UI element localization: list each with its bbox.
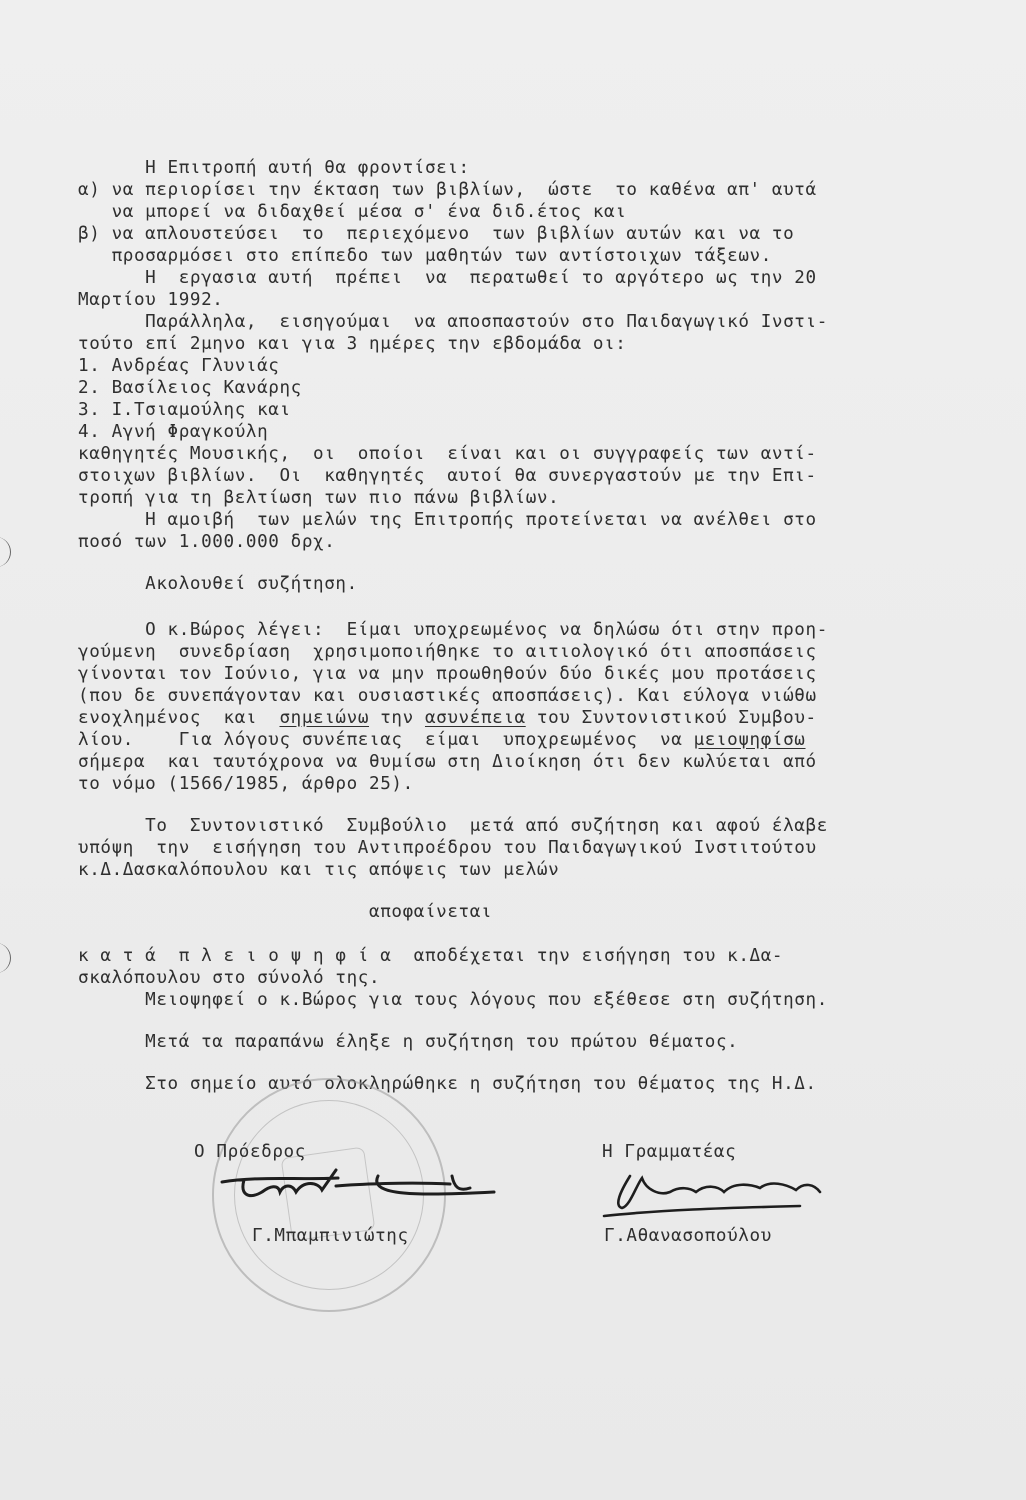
text-line: ενοχλημένος και σημειώνω την ασυνέπεια του Συντονιστικού Συμβου- [78,708,817,728]
text-line: Μαρτίου 1992. [78,290,224,310]
text-line: να μπορεί να διδαχθεί μέσα σ' ένα διδ.έτος και [78,202,627,222]
secretary-name: Γ.Αθανασοπούλου [604,1226,772,1246]
text-line: Η Επιτροπή αυτή θα φροντίσει: [78,158,470,178]
text-line: γούμενη συνεδρίαση χρησιμοποιήθηκε το αιτιολογικό ότι αποσπάσεις [78,642,817,662]
text-line: Η εργασια αυτή πρέπει να περατωθεί το αργότερο ως την 20 [78,268,817,288]
text-line: σκαλόπουλου στο σύνολό της. [78,968,381,988]
text-line: ποσό των 1.000.000 δρχ. [78,532,336,552]
punch-hole-mark [0,537,11,567]
text-line: στοιχων βιβλίων. Οι καθηγητές αυτοί θα συνεργαστούν με την Επι- [78,466,817,486]
text-line: Παράλληλα, εισηγούμαι να αποσπαστούν στο Παιδαγωγικό Ινστι- [78,312,828,332]
text-line: υπόψη την εισήγηση του Αντιπροέδρου του Παιδαγωγικού Ινστιτούτου [78,838,817,858]
punch-hole-mark [0,943,11,973]
text-line: 1. Ανδρέας Γλυνιάς [78,356,280,376]
text-line: Ο κ.Βώρος λέγει: Είμαι υποχρεωμένος να δηλώσω ότι στην προη- [78,620,828,640]
text-line: λίου. Για λόγους συνέπειας είμαι υποχρεωμένος να μειοψηφίσω [78,730,806,750]
text-line: σήμερα και ταυτόχρονα να θυμίσω στη Διοίκηση ότι δεν κωλύεται από [78,752,817,772]
president-name: Γ.Μπαμπινιώτης [252,1226,409,1246]
text-line: Μετά τα παραπάνω έληξε η συζήτηση του πρώτου θέματος. [78,1032,739,1052]
text-line: κ.Δ.Δασκαλόπουλου και τις απόψεις των μελών [78,860,560,880]
text-line: προσαρμόσει στο επίπεδο των μαθητών των αντίστοιχων τάξεων. [78,246,772,266]
text-line: Ακολουθεί συζήτηση. [78,574,358,594]
text-line: Το Συντονιστικό Συμβούλιο μετά από συζήτηση και αφού έλαβε [78,816,828,836]
text-line: καθηγητές Μουσικής, οι οποίοι είναι και οι συγγραφείς των αντί- [78,444,817,464]
text-line: β) να απλουστεύσει το περιεχόμενο των βιβλίων αυτών και να το [78,224,795,244]
president-signature-icon [218,1156,498,1216]
secretary-signature-icon [600,1162,830,1224]
text-line: 4. Αγνή Φραγκούλη [78,422,269,442]
president-role: Ο Πρόεδρος [194,1142,306,1162]
text-line: α) να περιορίσει την έκταση των βιβλίων, ώστε το καθένα απ' αυτά [78,180,817,200]
text-line: 3. Ι.Τσιαμούλης και [78,400,291,420]
secretary-role: Η Γραμματέας [602,1142,737,1162]
text-line: Μειοψηφεί ο κ.Βώρος για τους λόγους που εξέθεσε στη συζήτηση. [78,990,828,1010]
text-line: κ α τ ά π λ ε ι ο ψ η φ ί α αποδέχεται την εισήγηση του κ.Δα- [78,946,784,966]
text-line: Στο σημείο αυτό ολοκληρώθηκε η συζήτηση του θέματος της Η.Δ. [78,1074,817,1094]
text-line: Η αμοιβή των μελών της Επιτροπής προτείνεται να ανέλθει στο [78,510,817,530]
text-line: τούτο επί 2μηνο και για 3 ημέρες την εβδομάδα οι: [78,334,627,354]
decision-heading: αποφαίνεται [78,902,493,922]
text-line: (που δε συνεπάγονταν και ουσιαστικές αποσπάσεις). Και εύλογα νιώθω [78,686,817,706]
text-line: τροπή για τη βελτίωση των πιο πάνω βιβλίων. [78,488,560,508]
text-line: το νόμο (1566/1985, άρθρο 25). [78,774,414,794]
text-line: γίνονται τον Ιούνιο, για να μην προωθηθούν δύο δικές μου προτάσεις [78,664,817,684]
text-line: 2. Βασίλειος Κανάρης [78,378,302,398]
